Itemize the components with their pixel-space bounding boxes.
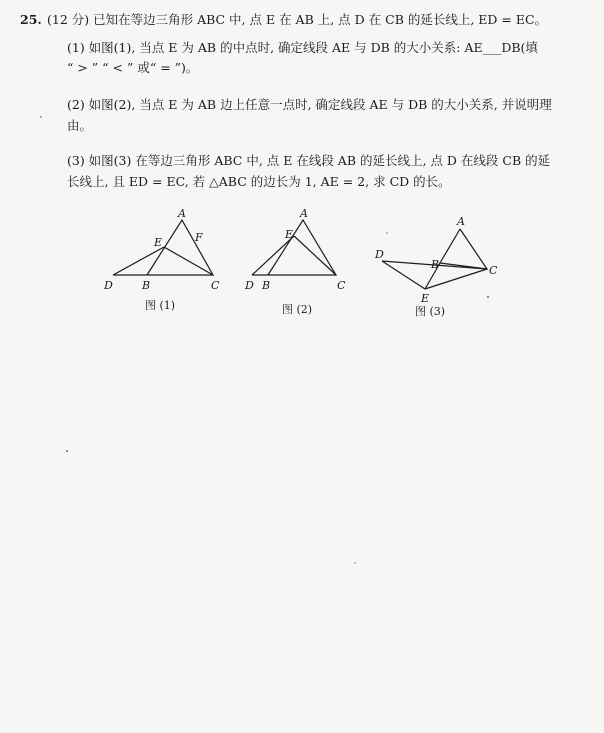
figure-2-segment-de bbox=[252, 236, 294, 275]
part2-text: (2) 如图(2), 当点 E 为 AB 边上任意一点时, 确定线段 AE 与 DB 的大小关系, 并说明理 bbox=[67, 97, 552, 112]
figure-2-diagram bbox=[252, 220, 336, 275]
question-stem: (12 分) 已知在等边三角形 ABC 中, 点 E 在 AB 上, 点 D 在 CB 的延长线上, ED = EC。 bbox=[47, 12, 548, 27]
fig3-label-c: C bbox=[489, 264, 498, 277]
fig3-label-a: A bbox=[457, 215, 465, 228]
fig1-label-a: A bbox=[178, 207, 186, 220]
fig1-label-e: E bbox=[154, 236, 163, 249]
fig2-label-e: E bbox=[285, 228, 294, 241]
fig3-label-b: B bbox=[431, 258, 440, 271]
figure-2-segment-ec bbox=[294, 236, 336, 275]
geometry-figures bbox=[95, 205, 515, 325]
figure-2-caption: 图 (2) bbox=[282, 303, 313, 316]
question-number: 25. bbox=[20, 12, 42, 27]
part1-text-continued: “ > ” “ < ” 或“ = ”)。 bbox=[67, 60, 199, 75]
speck-dot bbox=[66, 450, 68, 452]
fig2-label-d: D bbox=[245, 279, 254, 292]
part3-text-continued: 长线上, 且 ED = EC, 若 △ABC 的边长为 1, AE = 2, 求 CD 的长。 bbox=[67, 174, 451, 189]
fig1-label-f: F bbox=[195, 231, 203, 244]
figure-1-diagram bbox=[113, 220, 213, 275]
speck-dot bbox=[354, 562, 355, 563]
figure-3-segment-de bbox=[382, 261, 425, 289]
fig3-label-d: D bbox=[375, 248, 384, 261]
fig1-label-b: B bbox=[142, 279, 151, 292]
fig1-label-d: D bbox=[104, 279, 113, 292]
speck-dot bbox=[487, 296, 489, 298]
fig2-label-a: A bbox=[300, 207, 308, 220]
speck-dot bbox=[40, 116, 42, 118]
fig3-label-e: E bbox=[421, 292, 430, 305]
figure-3-caption: 图 (3) bbox=[415, 305, 446, 318]
part2-text-continued: 由。 bbox=[67, 118, 93, 133]
part1-text: (1) 如图(1), 当点 E 为 AB 的中点时, 确定线段 AE 与 DB 的大小关系: AE___DB(填 bbox=[67, 40, 538, 55]
figure-3-triangle-lines bbox=[440, 229, 487, 269]
fig2-label-b: B bbox=[262, 279, 271, 292]
figure-2-triangle-lines bbox=[252, 220, 336, 275]
fig2-label-c: C bbox=[337, 279, 346, 292]
figures-row bbox=[95, 205, 515, 325]
figure-1-caption: 图 (1) bbox=[145, 299, 176, 312]
fig1-label-c: C bbox=[211, 279, 220, 292]
part3-text: (3) 如图(3) 在等边三角形 ABC 中, 点 E 在线段 AB 的延长线上, 点 D 在线段 CB 的延 bbox=[67, 153, 551, 168]
